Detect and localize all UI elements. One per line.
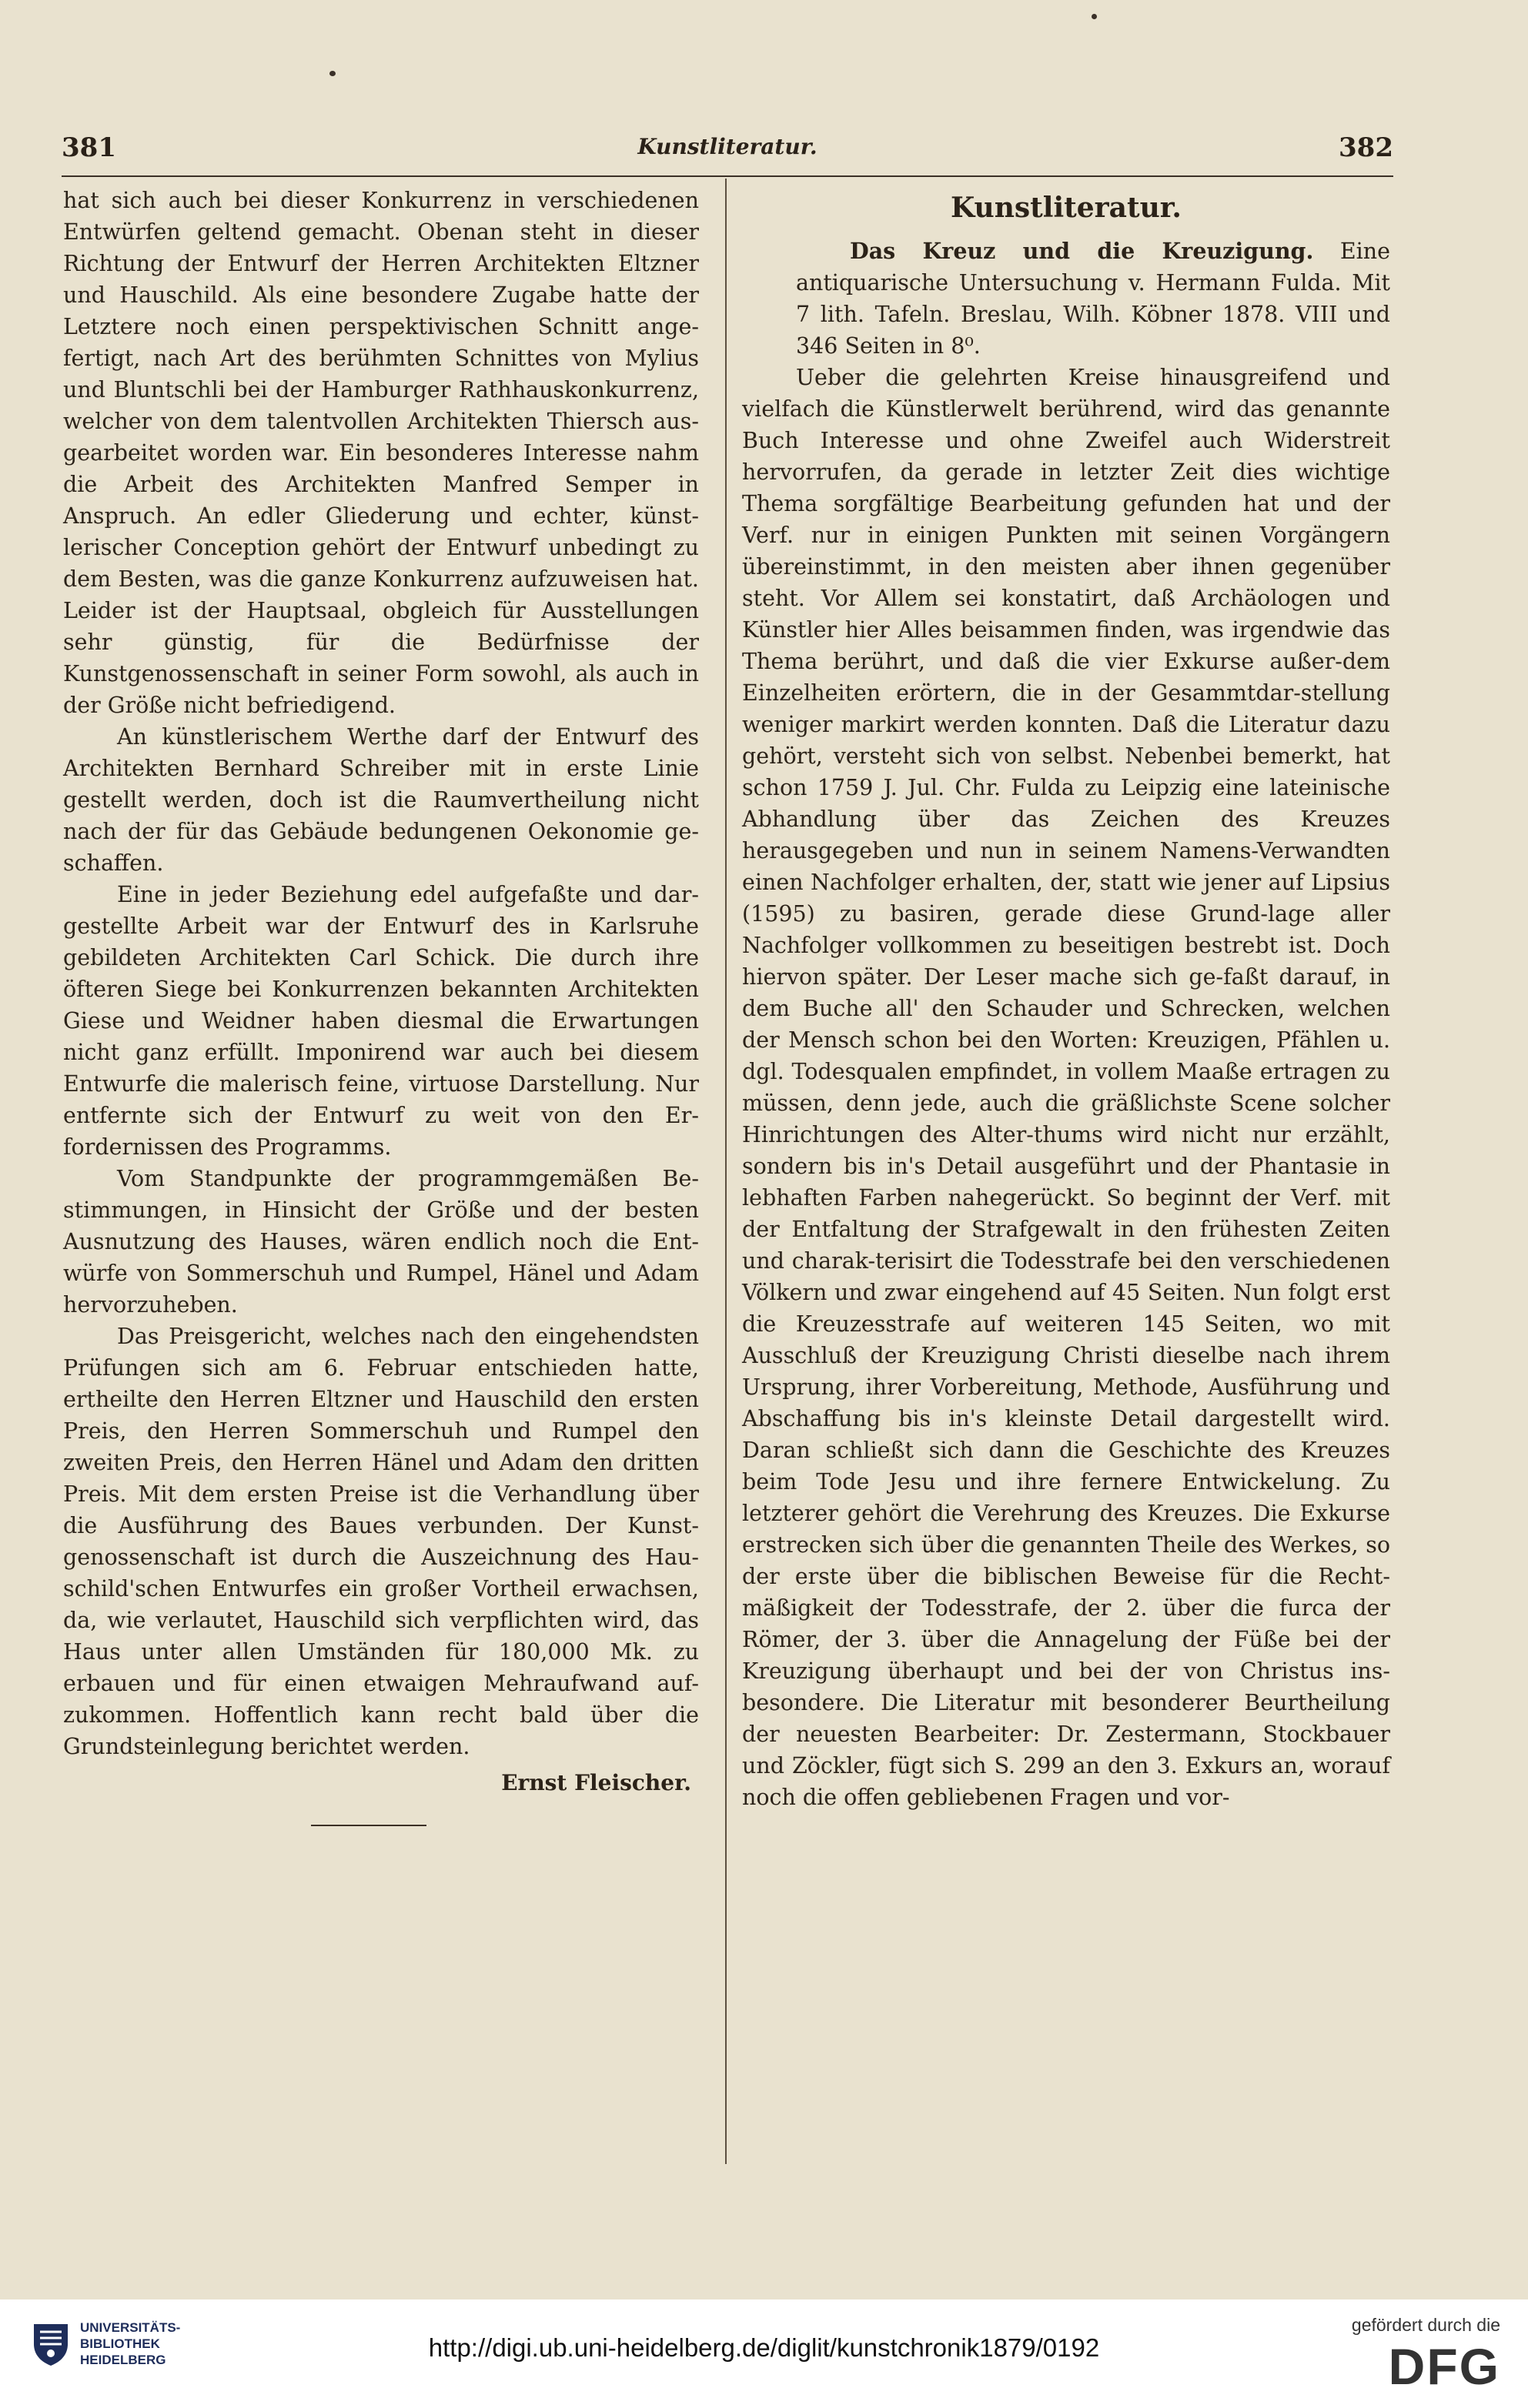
page-number-right: 382 [1339,132,1393,163]
institution-line: HEIDELBERG [80,2353,166,2367]
paragraph: hat sich auch bei dieser Konkurrenz in verschiedenen Entwürfen geltend gemacht. Obenan steht in dieser Richtung der Entwurf der Herren Architekten Eltzner und Hauschild. Als eine besondere Zugabe hatte der Letztere noch einen perspektivischen Schnitt ange-fertigt, nach Art des berühmten Schnittes von Mylius und Bluntschli bei der Hamburger Rathhauskonkurrenz, welcher von dem talentvollen Architekten Thiersch aus-gearbeitet worden war. Ein besonderes Interesse nahm die Arbeit des Architekten Manfred Semper in Anspruch. An edler Gliederung und echter, künst-lerischer Conception gehört der Entwurf unbedingt zu dem Besten, was die ganze Konkurrenz aufzuweisen hat. Leider ist der Hauptsaal, obgleich für Ausstellungen sehr günstig, für die Bedürfnisse der Kunstgenossenschaft in seiner Form sowohl, als auch in der Größe nicht befriedigend. [63,188,699,718]
paragraph: Das Preisgericht, welches nach den eingehendsten Prüfungen sich am 6. Februar entschieden hatte, ertheilte den Herren Eltzner und Hauschild den ersten Preis, den Herren Sommerschuh und Rumpel den zweiten Preis, den Herren Hänel und Adam den dritten Preis. Mit dem ersten Preise ist die Verhandlung über die Ausführung des Baues verbunden. Der Kunst-genossenschaft ist durch die Auszeichnung des Hau-schild'schen Entwurfes ein großer Vortheil erwachsen, da, wie verlautet, Hauschild sich verpflichten wird, das Haus unter allen Umständen für 180,000 Mk. zu erbauen und für einen etwaigen Mehraufwand auf-zukommen. Hoffentlich kann recht bald über die Grundsteinlegung berichtet werden. [63,1324,699,1759]
section-title: Kunstliteratur. [951,192,1182,224]
header-rule [62,175,1393,177]
page-header [62,132,1393,171]
paragraph: Eine in jeder Beziehung edel aufgefaßte und dar-gestellte Arbeit war der Entwurf des in Karlsruhe gebildeten Architekten Carl Schick. Die durch ihre öfteren Siege bei Konkurrenzen bekannten Architekten Giese und Weidner haben diesmal die Erwartungen nicht ganz erfüllt. Imponirend war auch bei diesem Entwurfe die malerisch feine, virtuose Darstellung. Nur entfernte sich der Entwurf zu weit von den Er-fordernissen des Programms. [63,882,699,1160]
paragraph: An künstlerischem Werthe darf der Entwurf des Architekten Bernhard Schreiber mit in erste Linie gestellt werden, doch ist die Raumvertheilung nicht nach der für das Gebäude bedungenen Oekonomie ge-schaffen. [63,724,699,876]
ink-spot [1092,14,1097,19]
author-signature: Ernst Fleischer. [501,1770,691,1795]
book-details: Eine antiquarische Untersuchung v. Hermann Fulda. Mit 7 lith. Tafeln. Breslau, Wilh. Köbner 1878. VIII und 346 Seiten in 8⁰. [796,239,1390,359]
paragraph: Ueber die gelehrten Kreise hinausgreifend und vielfach die Künstlerwelt berührend, wird das genannte Buch Interesse und ohne Zweifel auch Widerstreit hervorrufen, da gerade in letzter Zeit dies wichtige Thema sorgfältige Bearbeitung gefunden hat und der Verf. nur in einigen Punkten mit seinen Vorgängern übereinstimmt, in den meisten aber ihnen gegenüber steht. Vor Allem sei konstatirt, daß Archäologen und Künstler hier Alles beisammen finden, was irgendwie das Thema berührt, und daß die vier Exkurse außer-dem Einzelheiten erörtern, die in der Gesammtdar-stellung weniger markirt werden konnten. Daß die Literatur dazu gehört, versteht sich von selbst. Nebenbei bemerkt, hat schon 1759 J. Jul. Chr. Fulda zu Leipzig eine lateinische Abhandlung über das Zeichen des Kreuzes herausgegeben und nun in seinem Namens-Verwandten einen Nachfolger erhalten, der, statt wie jener auf Lipsius (1595) zu basiren, gerade diese Grund-lage aller Nachfolger vollkommen zu beseitigen bestrebt ist. Doch hiervon später. Der Leser mache sich ge-faßt darauf, in dem Buche all' den Schauder und Schrecken, welchen der Mensch schon bei den Worten: Kreuzigen, Pfählen u. dgl. Todesqualen empfindet, in vollem Maaße ertragen zu müssen, denn jede, auch die gräßlichste Scene solcher Hinrichtungen des Alter-thums wird nicht nur erzählt, sondern bis in's Detail ausgeführt und der Phantasie in lebhaften Farben nahegerückt. So beginnt der Verf. mit der Entfaltung der Strafgewalt in den frühesten Zeiten und charak-terisirt die Todesstrafe bei den verschiedenen Völkern und zwar eingehend auf 45 Seiten. Nun folgt erst die Kreuzesstrafe auf weiteren 145 Seiten, wo mit Ausschluß der Kreuzigung Christi dieselbe nach ihrem Ursprung, ihrer Vorbereitung, Methode, Ausführung und Abschaffung bis in's kleinste Detail dargestellt wird. Daran schließt sich dann die Geschichte des Kreuzes beim Tode Jesu und ihre fernere Entwickelung. Zu letzterer gehört die Verehrung des Kreuzes. Die Exkurse erstrecken sich über die genannten Theile des Werkes, so der erste über die biblischen Beweise für die Recht-mäßigkeit der Todesstrafe, der 2. über die furca der Römer, der 3. über die Annagelung der Füße bei der Kreuzigung überhaupt und bei der von Christus ins-besondere. Die Literatur mit besonderer Beurtheilung der neuesten Bearbeiter: Dr. Zestermann, Stockbauer und Zöckler, fügt sich S. 299 an den 3. Exkurs an, worauf noch die offen gebliebenen Fragen und vor- [742,365,1390,1810]
funder-label: gefördert durch die [1351,2315,1500,2335]
end-rule [311,1825,426,1826]
left-column [63,185,699,1826]
book-title: Das Kreuz und die Kreuzigung. [850,238,1314,264]
paragraph: Vom Standpunkte der programmgemäßen Be-stimmungen, in Hinsicht der Größe und der besten Ausnutzung des Hauses, wären endlich noch die Ent-würfe von Sommerschuh und Rumpel, Hänel und Adam hervorzuheben. [63,1166,699,1318]
ink-spot [329,71,336,76]
page-number-left: 381 [62,132,116,163]
bibliographic-entry [742,235,1390,362]
footer-bar [0,2299,1528,2408]
right-column [742,185,1390,1813]
institution-line: BIBLIOTHEK [80,2336,160,2351]
column-divider [725,179,727,2164]
dfg-logo: DFG [1388,2338,1500,2395]
permalink-url[interactable]: http://digi.ub.uni-heidelberg.de/diglit/kunstchronik1879/0192 [428,2333,1100,2362]
running-title: Kunstliteratur. [637,134,817,159]
institution-line: UNIVERSITÄTS- [80,2320,181,2335]
